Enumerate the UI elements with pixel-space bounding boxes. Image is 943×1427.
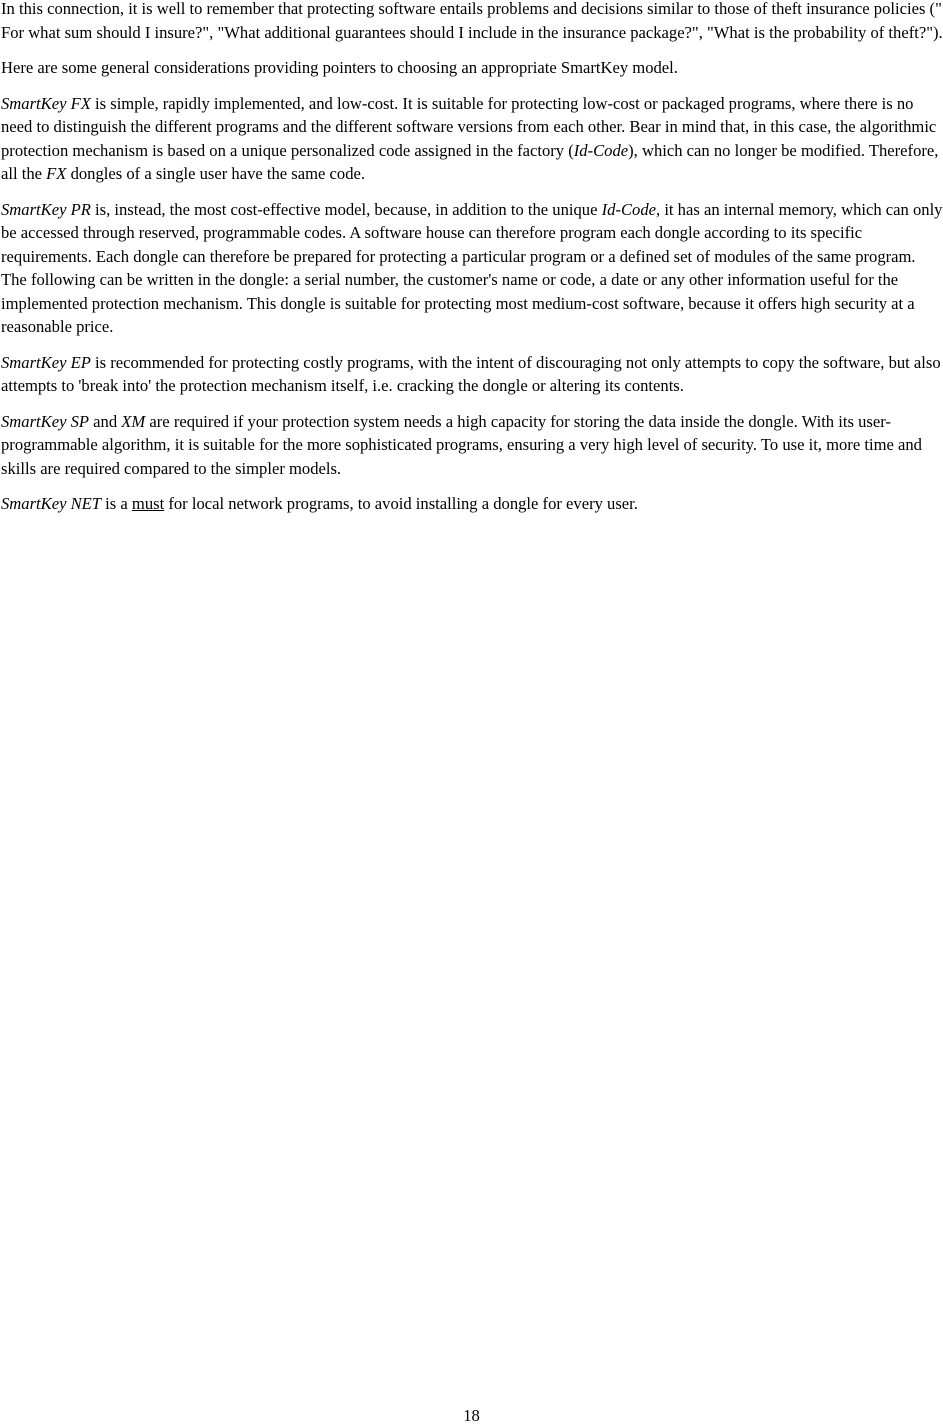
body-text <box>1 0 943 516</box>
paragraph-smartkey-fx <box>1 92 943 186</box>
paragraph-smartkey-ep <box>1 351 943 398</box>
paragraph-intro <box>1 0 943 44</box>
term-id-code: Id-Code <box>573 140 629 160</box>
model-name-xm: XM <box>121 411 146 431</box>
model-name-sp: SmartKey SP <box>1 411 90 431</box>
text-segment: is, instead, the most cost-effective model, because, in addition to the unique <box>90 199 602 219</box>
text-segment: is simple, rapidly implemented, and low-cost. It is suitable for protecting low-cost or packaged programs, where there is no need to distinguish the different programs and the different software versions from each other. Bear in mind that, in this case, the algorithmic protection mechanism is based on a unique personalized code assigned in the factory ( <box>1 93 937 160</box>
text-segment: for local network programs, to avoid installing a dongle for every user. <box>164 494 638 513</box>
paragraph-smartkey-net <box>1 492 943 516</box>
text-segment: In this connection, it is well to remember that protecting software entails problems and decisions similar to those of theft insurance policies (" For what sum should I insure?", "What additional guarantees should I include in the insurance package?", "What is the probability of theft?"). <box>1 0 943 42</box>
paragraph-smartkey-sp-xm <box>1 410 943 481</box>
text-segment: ), which can no longer be modified. Therefore, all the <box>1 140 939 183</box>
text-segment: dongles of a single user have the same code. <box>66 164 366 183</box>
model-name-net: SmartKey NET <box>1 494 102 513</box>
emphasis-must: must <box>131 494 165 513</box>
text-segment: is a <box>101 494 132 513</box>
text-segment: , it has an internal memory, which can only be accessed through reserved, programmable codes. A software house can therefore program each dongle according to its specific requirements. Each dongle can therefore be prepared for protecting a particular program or a defined set of modules of the same program. The following can be written in the dongle: a serial number, the customer's name or code, a date or any other information useful for the implemented protection mechanism. This dongle is suitable for protecting most medium-cost software, because it offers high security at a reasonable price. <box>1 199 943 336</box>
model-name-fx: SmartKey FX <box>1 93 91 113</box>
text-segment: and <box>89 411 122 431</box>
page-number: 18 <box>463 1406 480 1425</box>
term-id-code: Id-Code <box>601 199 657 219</box>
paragraph-smartkey-pr <box>1 198 943 339</box>
model-name-pr: SmartKey PR <box>1 199 91 219</box>
model-name-ep: SmartKey EP <box>1 352 91 372</box>
text-segment: is recommended for protecting costly programs, with the intent of discouraging not only attempts to copy the software, but also attempts to 'break into' the protection mechanism itself, i.e. cracking the dongle or altering its contents. <box>1 352 941 395</box>
term-fx: FX <box>46 164 67 183</box>
text-segment: are required if your protection system needs a high capacity for storing the data inside the dongle. With its user-programmable algorithm, it is suitable for the more sophisticated programs, ensuring a very high level of security. To use it, more time and skills are required compared to the simpler models. <box>1 411 922 478</box>
text-segment: Here are some general considerations providing pointers to choosing an appropriate SmartKey model. <box>1 58 678 77</box>
paragraph-considerations <box>1 56 943 80</box>
